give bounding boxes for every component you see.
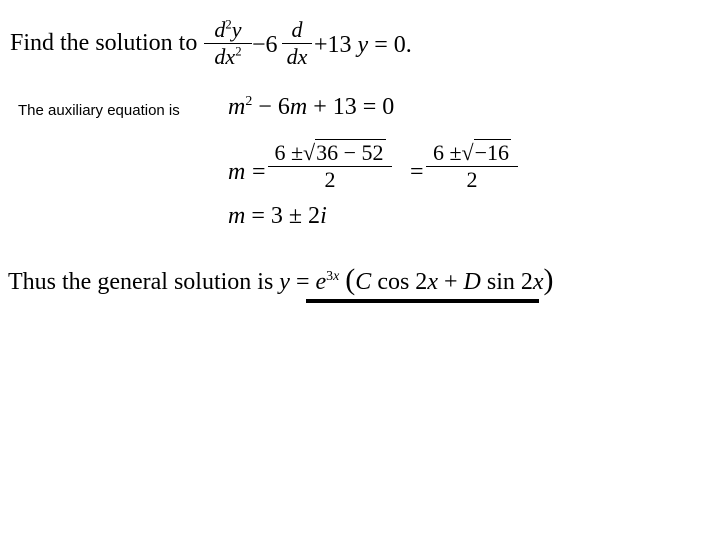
roots-eq-2: = — [410, 159, 424, 185]
quadratic-formula-denominator: 2 — [324, 167, 336, 192]
first-derivative-numerator-d: d — [291, 17, 303, 42]
general-solution: Thus the general solution is $y = e^{3x}$ (C cos 2x + D sin 2x) — [8, 263, 554, 296]
roots-m: m — [228, 159, 246, 185]
quadratic-formula-numerator: 6 ±√36 − 52 — [274, 140, 384, 165]
simplified-fraction — [426, 140, 518, 193]
problem-lead: Find the solution to — [10, 30, 198, 56]
first-derivative-denominator: dx — [286, 44, 308, 69]
roots-result: m = 3 ± 2i — [228, 203, 327, 229]
problem-minus-six: −6 — [252, 32, 278, 58]
auxiliary-label: The auxiliary equation is — [18, 102, 180, 119]
second-derivative-numerator: $d^2y$ — [214, 17, 242, 42]
second-derivative-denominator: $dx^2$ — [214, 44, 242, 69]
quadratic-formula-fraction — [268, 140, 392, 193]
first-derivative-fraction — [282, 17, 312, 70]
simplified-numerator: 6 ±√−16 — [432, 140, 510, 165]
second-derivative-fraction — [204, 17, 252, 70]
roots-eq: = — [252, 159, 266, 185]
answer-underline — [306, 299, 539, 303]
problem-tail: +13 y = 0. — [314, 32, 412, 58]
simplified-denominator: 2 — [466, 167, 478, 192]
auxiliary-equation: $m^2 - 6m + 13 = 0$ — [228, 94, 395, 120]
